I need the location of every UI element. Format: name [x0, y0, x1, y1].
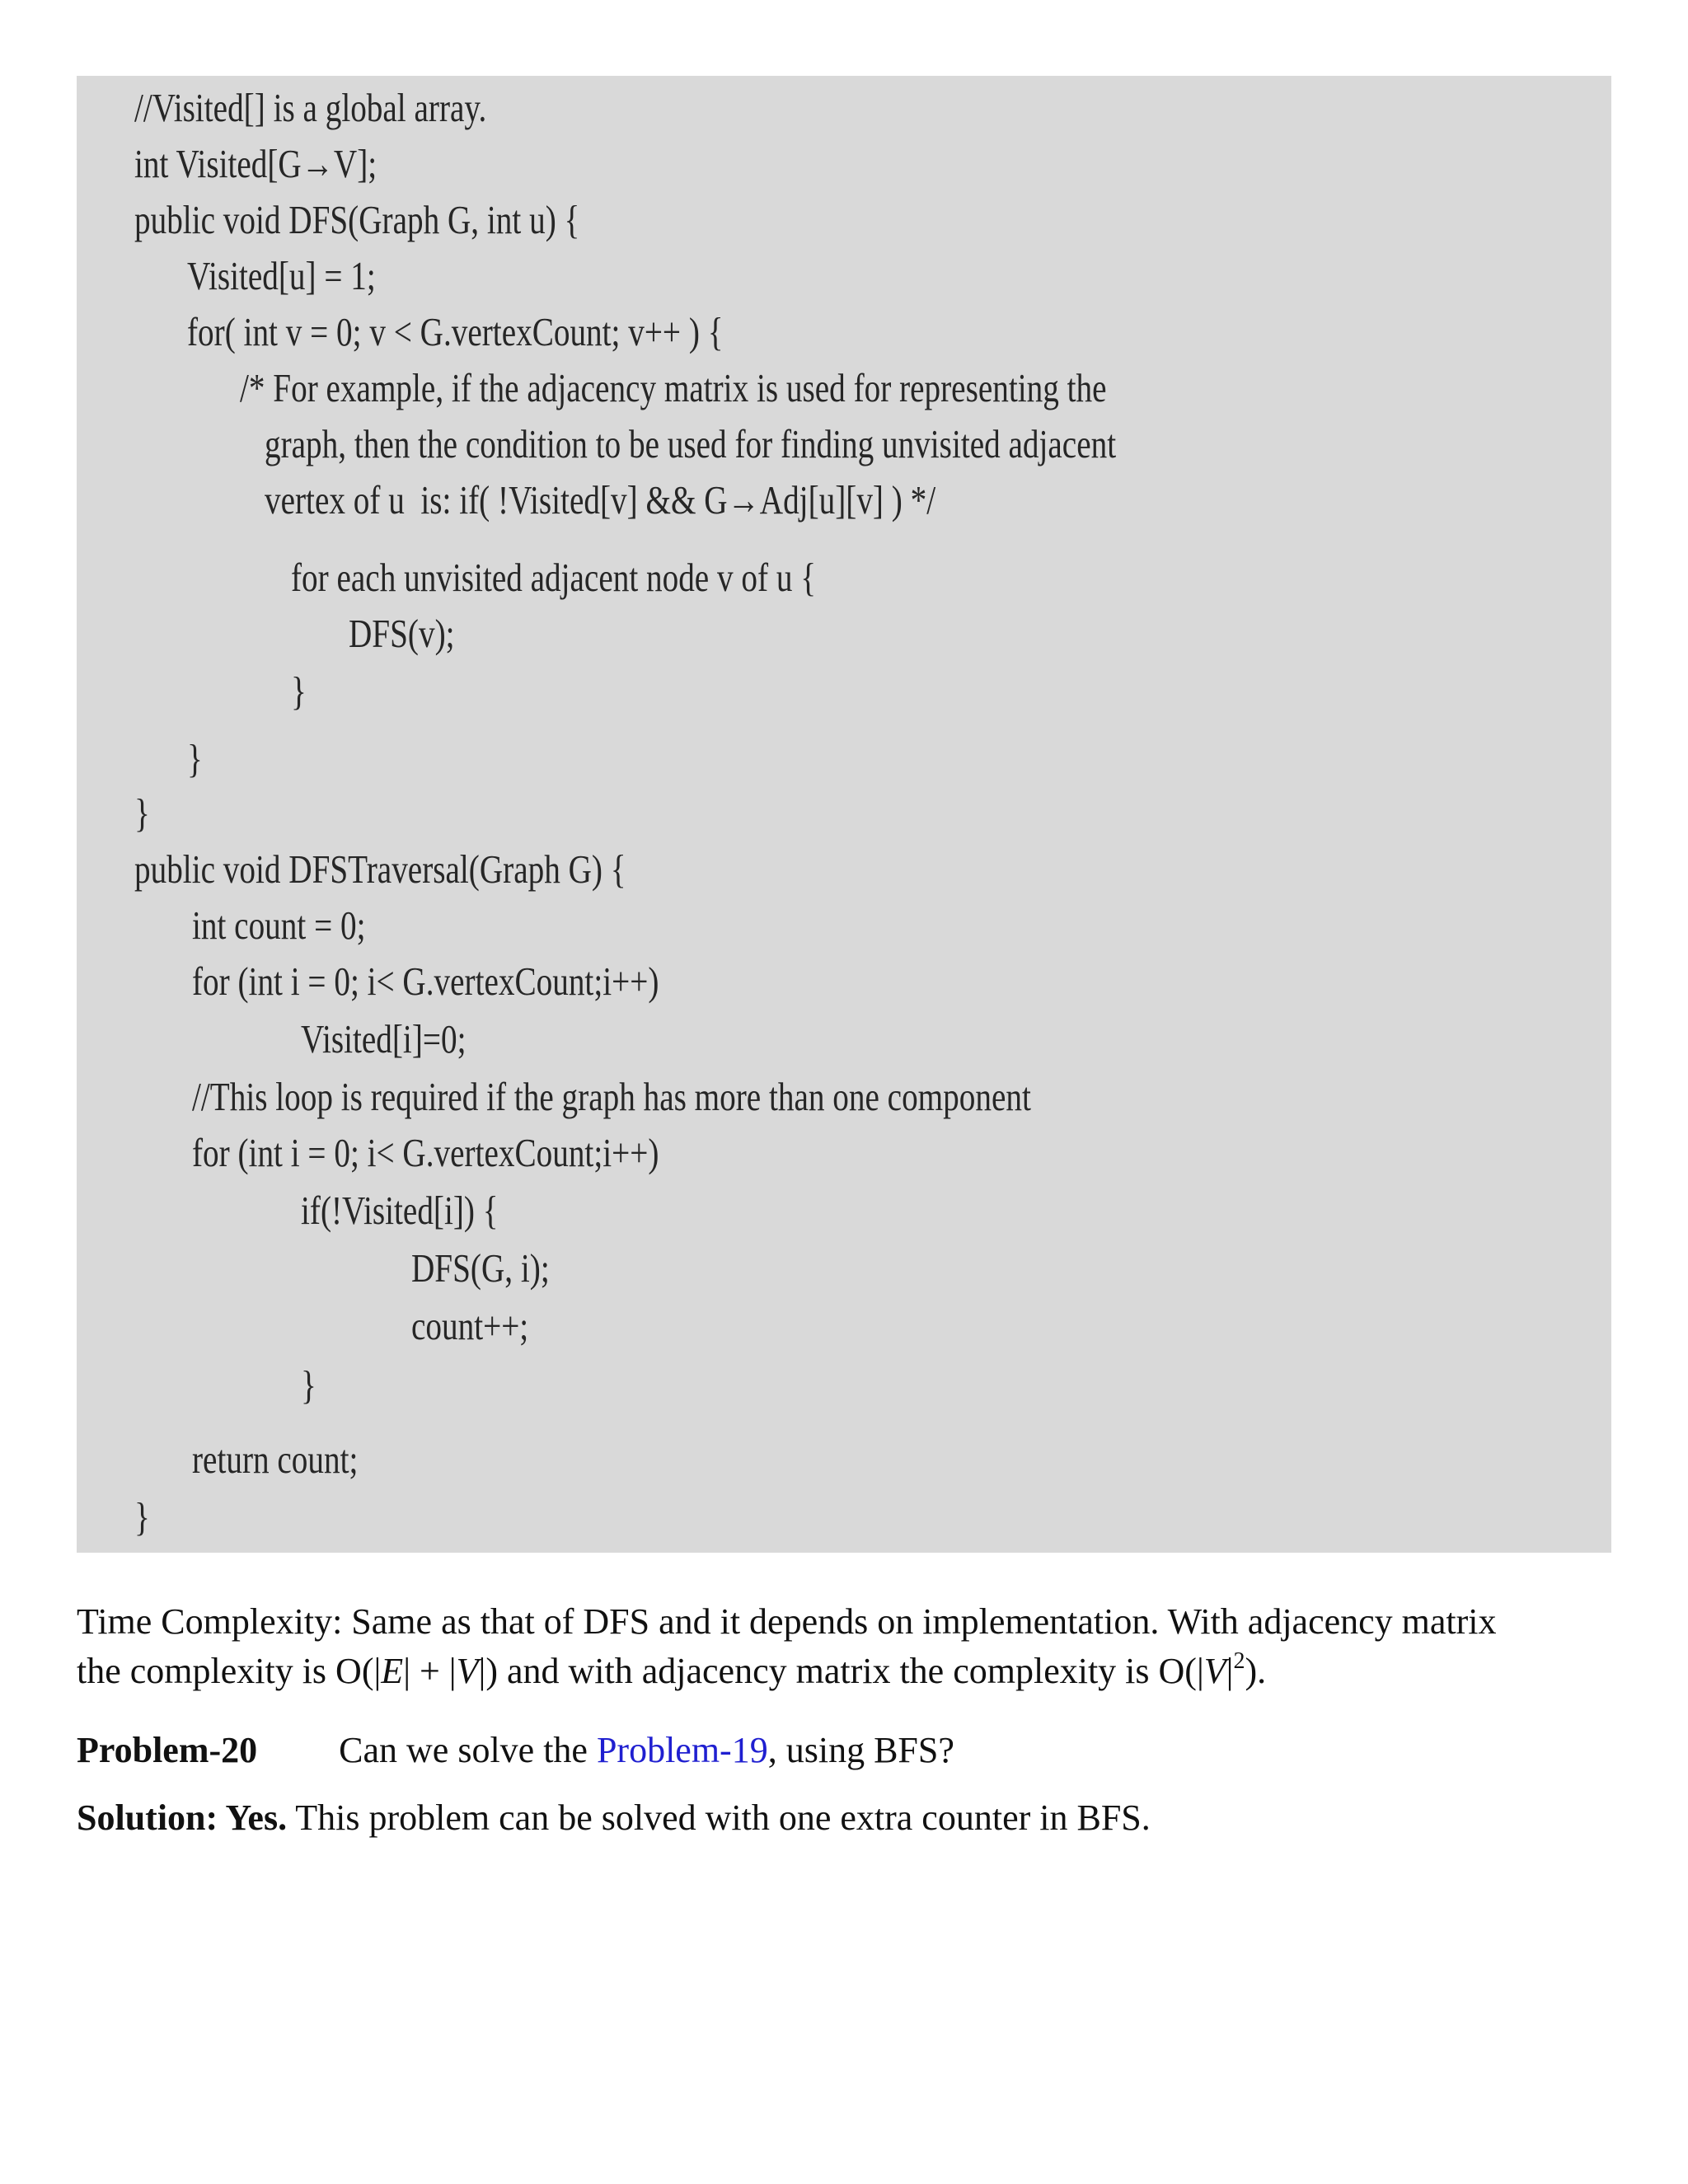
complexity-text: |) and with adjacency matrix the complexity is O(| — [478, 1651, 1204, 1691]
code-line: //This loop is required if the graph has more than one component — [192, 1074, 1031, 1119]
code-line: //Visited[] is a global array. — [134, 85, 487, 130]
code-line: for( int v = 0; v < G.vertexCount; v++ ) { — [187, 309, 724, 354]
code-line: } — [291, 668, 307, 714]
code-line: DFS(G, i); — [411, 1245, 550, 1291]
code-line: int Visited[G→V]; — [134, 141, 377, 186]
complexity-var-v: V — [456, 1651, 479, 1691]
problem-statement — [77, 1726, 954, 1775]
solution-label: Solution: Yes. — [77, 1797, 288, 1838]
code-line: for (int i = 0; i< G.vertexCount;i++) — [192, 958, 659, 1004]
code-line: } — [134, 1494, 150, 1540]
code-line: DFS(v); — [349, 611, 455, 656]
complexity-text: | + | — [403, 1651, 457, 1691]
complexity-exponent: 2 — [1233, 1648, 1245, 1674]
code-line: graph, then the condition to be used for finding unvisited adjacent — [265, 421, 1117, 466]
code-line: public void DFSTraversal(Graph G) { — [134, 846, 626, 892]
solution-text: This problem can be solved with one extra counter in BFS. — [287, 1797, 1151, 1838]
code-line: vertex of u is: if( !Visited[v] && G→Adj[u][v] ) */ — [265, 477, 936, 523]
problem-19-link[interactable]: Problem-19 — [596, 1730, 768, 1770]
code-line: Visited[u] = 1; — [187, 253, 376, 298]
code-line: int count = 0; — [192, 902, 366, 948]
code-line: } — [301, 1362, 316, 1408]
complexity-line-1: Time Complexity: Same as that of DFS and it depends on implementation. With adjacency matrix — [77, 1601, 1497, 1642]
complexity-text: | — [1226, 1651, 1234, 1691]
problem-text: Can we solve the — [339, 1730, 597, 1770]
code-line: } — [134, 790, 150, 836]
problem-label: Problem-20 — [77, 1730, 258, 1770]
solution-statement — [77, 1793, 1151, 1843]
problem-text: , using BFS? — [767, 1730, 954, 1770]
complexity-var-v: V — [1203, 1651, 1226, 1691]
code-block — [77, 76, 1611, 1553]
code-line: Visited[i]=0; — [301, 1016, 467, 1062]
complexity-var-e: E — [381, 1651, 404, 1691]
complexity-text: ). — [1245, 1651, 1267, 1691]
code-line: public void DFS(Graph G, int u) { — [134, 197, 580, 242]
code-line: /* For example, if the adjacency matrix is used for representing the — [240, 365, 1107, 410]
code-line: for each unvisited adjacent node v of u { — [291, 555, 817, 600]
code-line: count++; — [411, 1303, 529, 1348]
complexity-text: the complexity is O(| — [77, 1651, 382, 1691]
code-line: } — [187, 736, 203, 781]
code-line: for (int i = 0; i< G.vertexCount;i++) — [192, 1130, 659, 1175]
code-line: if(!Visited[i]) { — [301, 1188, 499, 1233]
complexity-line-2 — [77, 1647, 1266, 1696]
code-line: return count; — [192, 1436, 359, 1482]
